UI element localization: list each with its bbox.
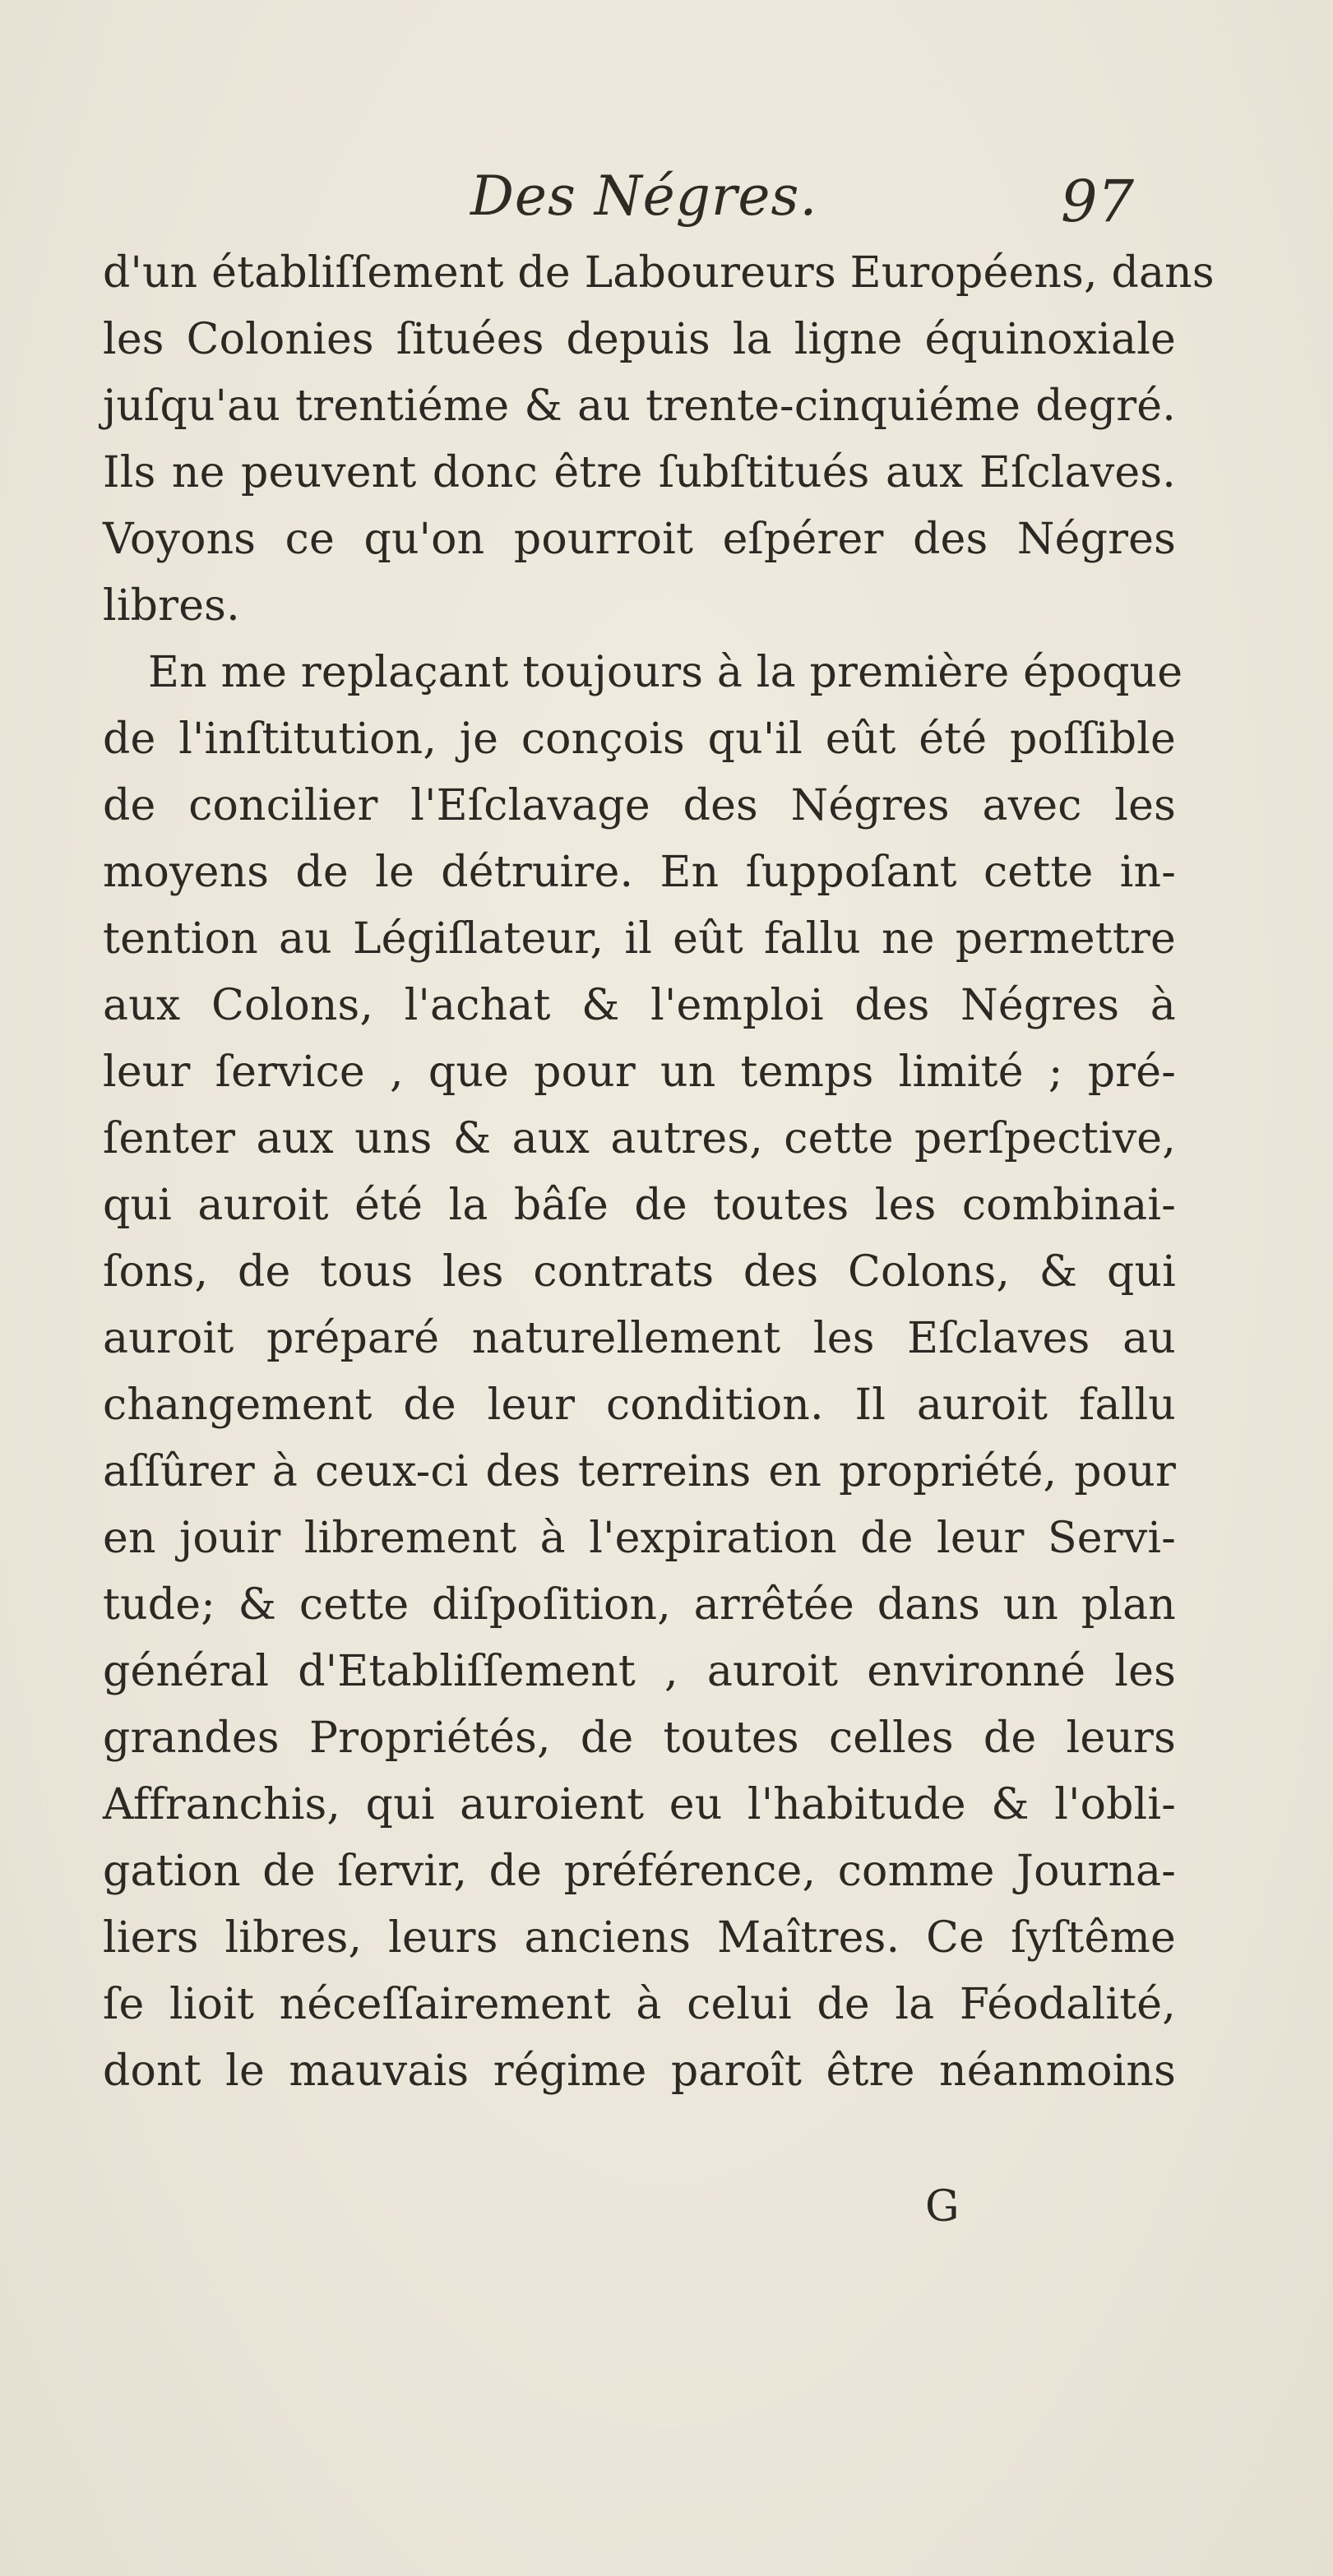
text-line: aſſûrer à ceux-ci des terreins en propriété, pour — [103, 1447, 1176, 1496]
text-line: qui auroit été la bâſe de toutes les combinai- — [103, 1181, 1176, 1230]
text-line: Voyons ce qu'on pourroit eſpérer des Négres — [103, 515, 1176, 564]
body-text — [103, 240, 1215, 2105]
text-line: changement de leur condition. Il auroit fallu — [103, 1380, 1176, 1430]
text-line: de l'inſtitution, je conçois qu'il eût été poſſible — [103, 715, 1176, 764]
text-line: tude; & cette diſpoſition, arrêtée dans un plan — [103, 1580, 1176, 1630]
text-line: aux Colons, l'achat & l'emploi des Négres à — [103, 981, 1176, 1030]
text-line: moyens de le détruire. En ſuppoſant cette in- — [103, 848, 1176, 897]
text-line: Ils ne peuvent donc être ſubſtitués aux Eſclaves. — [103, 448, 1176, 497]
text-line: leur ſervice , que pour un temps limité ; pré- — [103, 1048, 1176, 1097]
text-line: dont le mauvais régime paroît être néanmoins — [103, 2046, 1176, 2096]
text-line: d'un établiſſement de Laboureurs Européens, dans — [103, 248, 1215, 298]
text-line: Affranchis, qui auroient eu l'habitude & l'obli- — [103, 1780, 1176, 1829]
text-line: ſenter aux uns & aux autres, cette perſpective, — [103, 1114, 1176, 1163]
text-line: grandes Propriétés, de toutes celles de leurs — [103, 1713, 1176, 1763]
text-line: les Colonies ſituées depuis la ligne équinoxiale — [103, 315, 1176, 364]
text-line: ſe lioit néceſſairement à celui de la Féodalité, — [103, 1980, 1176, 2029]
text-line: auroit préparé naturellement les Eſclaves au — [103, 1314, 1176, 1363]
text-line: en jouir librement à l'expiration de leur Servi- — [103, 1514, 1176, 1563]
text-line: liers libres, leurs anciens Maîtres. Ce ſyſtême — [103, 1913, 1176, 1963]
page-number: 97 — [1061, 168, 1135, 235]
text-line: général d'Etabliſſement , auroit environné les — [103, 1647, 1176, 1696]
page-header — [99, 164, 1168, 238]
text-line: En me replaçant toujours à la première époque — [148, 648, 1183, 697]
signature-mark: G — [925, 2182, 960, 2231]
text-line: gation de ſervir, de préférence, comme Journa- — [103, 1847, 1176, 1896]
text-line: ſons, de tous les contrats des Colons, & qui — [103, 1247, 1176, 1297]
running-title: Des Négres. — [470, 164, 818, 228]
text-line: juſqu'au trentiéme & au trente-cinquiéme degré. — [103, 382, 1176, 431]
text-line: de concilier l'Eſclavage des Négres avec les — [103, 781, 1176, 830]
text-line: libres. — [103, 581, 240, 631]
text-line: tention au Légiſlateur, il eût fallu ne permettre — [103, 914, 1176, 964]
